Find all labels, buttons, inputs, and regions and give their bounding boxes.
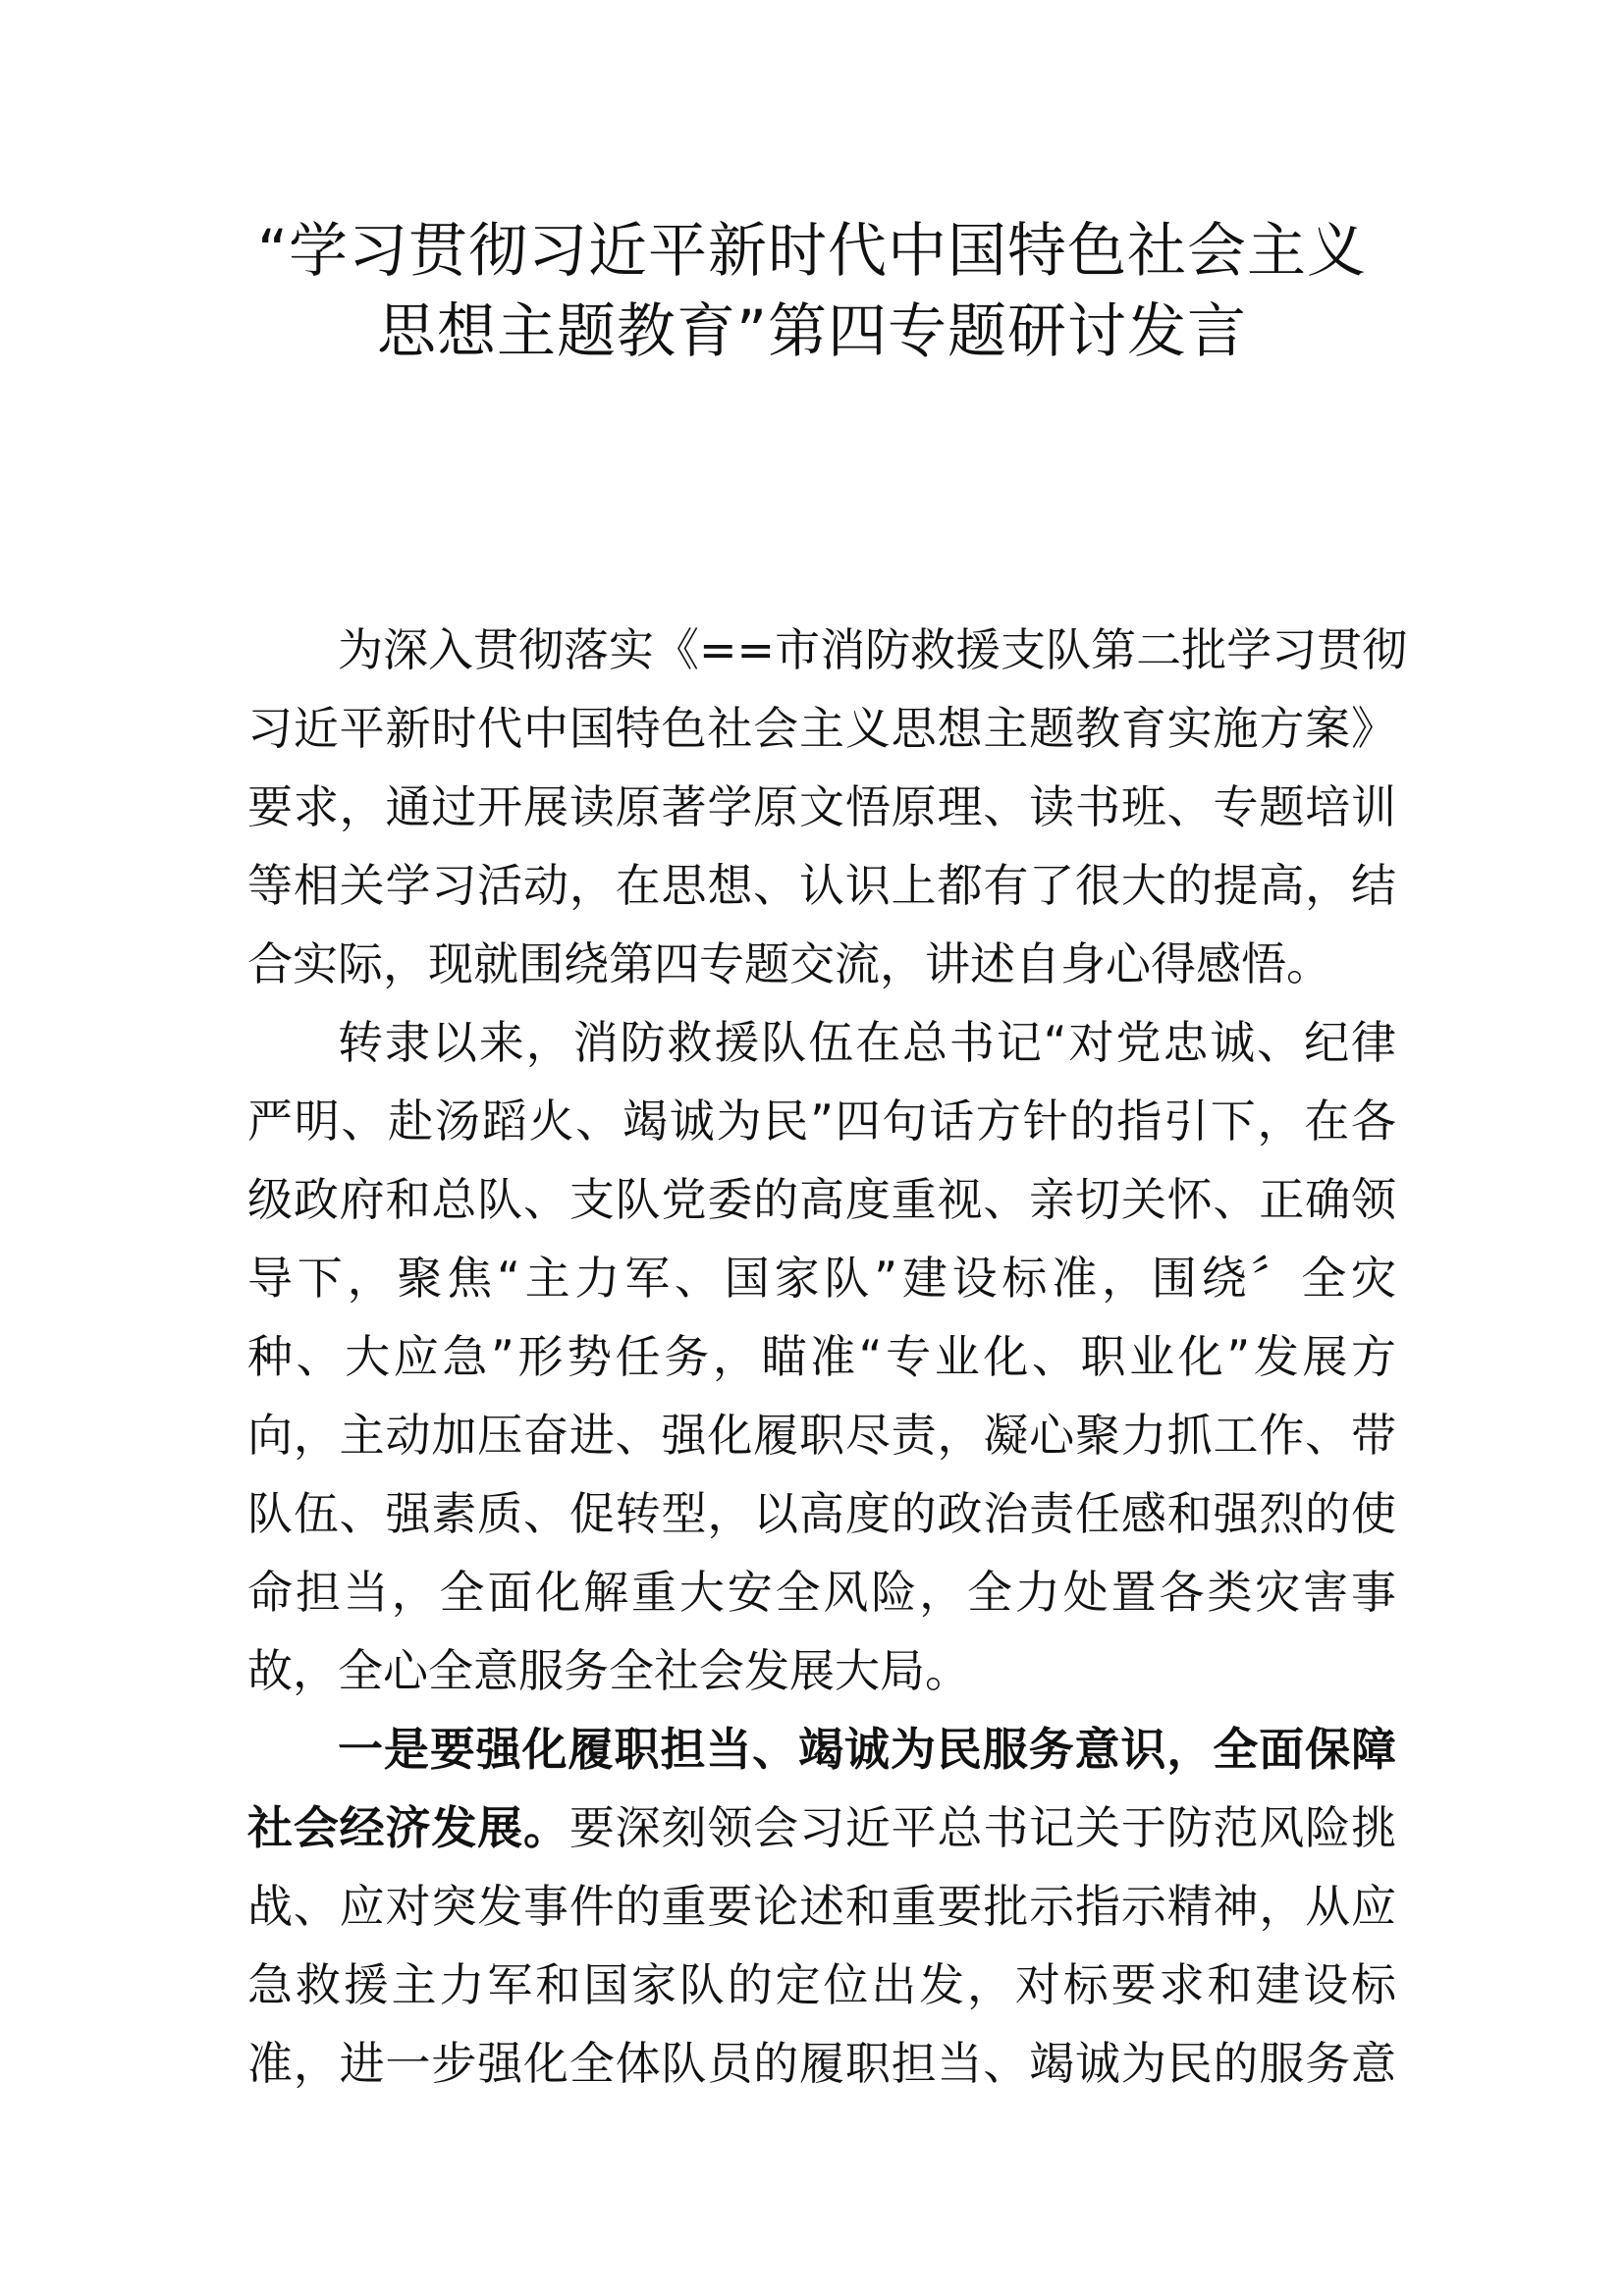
point-heading-line: 一是要强化履职担当、竭诚为民服务意识，全面保障 bbox=[338, 1723, 1396, 1776]
text-line: 转隶以来，消防救援队伍在总书记“对党忠诚、纪律 bbox=[338, 1016, 1396, 1069]
text-line: 种、大应急”形势任务，瞄准“专业化、职业化”发展方 bbox=[247, 1330, 1396, 1383]
text-line: 为深入贯彻落实《==市消防救援支队第二批学习贯彻 bbox=[338, 623, 1408, 676]
title-line-1: “学习贯彻习近平新时代中国特色社会主义 bbox=[256, 217, 1368, 286]
paragraph-background bbox=[247, 1003, 1396, 1710]
text-line: 要求，通过开展读原著学原文悟原理、读书班、专题培训 bbox=[247, 780, 1396, 833]
text-line: 故，全心全意服务全社会发展大局。 bbox=[247, 1644, 970, 1697]
paragraph-intro bbox=[247, 611, 1408, 1003]
text-line: 严明、赴汤蹈火、竭诚为民”四句话方针的指引下，在各 bbox=[247, 1095, 1396, 1148]
text-line: 习近平新时代中国特色社会主义思想主题教育实施方案》 bbox=[247, 702, 1396, 755]
text-line: 急救援主力军和国家队的定位出发，对标要求和建设标 bbox=[247, 1958, 1396, 2011]
text-line: 导下，聚焦“主力军、国家队”建设标准，围绕〞全灾 bbox=[247, 1252, 1396, 1305]
text-line: 队伍、强素质、促转型，以高度的政治责任感和强烈的使 bbox=[247, 1487, 1396, 1540]
text-line: 合实际，现就围绕第四专题交流，讲述自身心得感悟。 bbox=[247, 937, 1331, 990]
text-line: 等相关学习活动，在思想、认识上都有了很大的提高，结 bbox=[247, 859, 1396, 912]
text-line bbox=[247, 1789, 1396, 1867]
text-line: 命担当，全面化解重大安全风险，全力处置各类灾害事 bbox=[247, 1566, 1396, 1619]
text-line: 级政府和总队、支队党委的高度重视、亲切关怀、正确领 bbox=[247, 1173, 1396, 1226]
document-title bbox=[177, 211, 1447, 372]
text-line: 准，进一步强化全体队员的履职担当、竭诚为民的服务意 bbox=[247, 2037, 1396, 2090]
paragraph-point-one bbox=[247, 1710, 1396, 2103]
point-heading-end: 社会经济发展。 bbox=[247, 1801, 569, 1854]
document-body bbox=[247, 611, 1408, 2103]
point-text-start: 要深刻领会习近平总书记关于防范风险挑 bbox=[568, 1801, 1397, 1854]
text-line: 向，主动加压奋进、强化履职尽责，凝心聚力抓工作、带 bbox=[247, 1409, 1396, 1462]
text-line: 战、应对突发事件的重要论述和重要批示指示精神，从应 bbox=[247, 1880, 1396, 1933]
title-line-2: 思想主题教育”第四专题研讨发言 bbox=[376, 297, 1248, 366]
